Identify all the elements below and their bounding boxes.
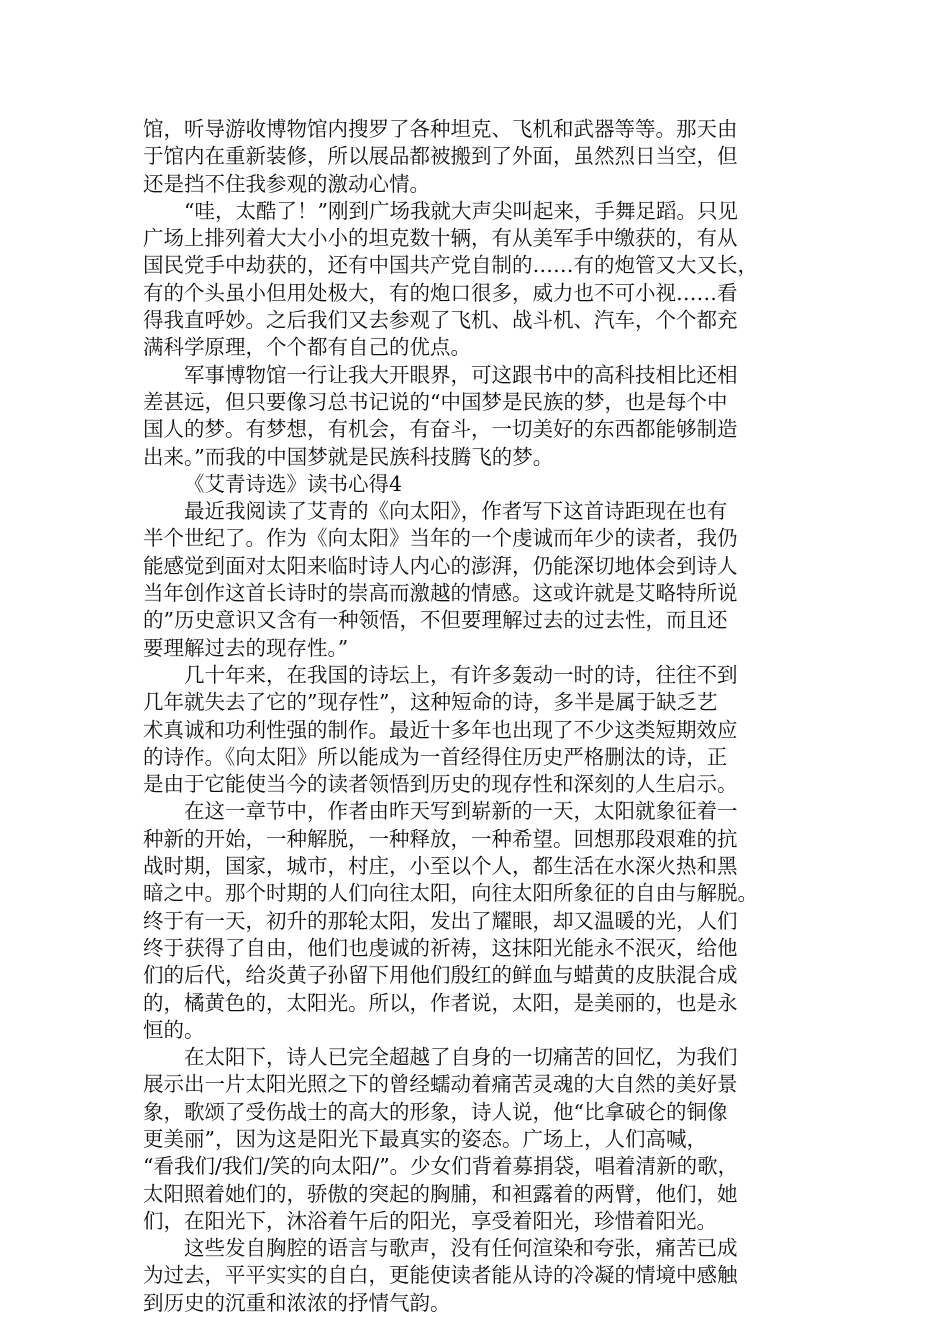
text-line: 馆，听导游收博物馆内搜罗了各种坦克、飞机和武器等等。那天由: [143, 117, 738, 141]
text-line: 国人的梦。有梦想，有机会，有奋斗，一切美好的东西都能够制造: [143, 417, 738, 442]
text-line: 还是挡不住我参观的激动心情。: [143, 171, 430, 196]
text-line: 半个世纪了。作为《向太阳》当年的一个虔诚而年少的读者，我仍: [143, 526, 738, 551]
text-line: 出来。”而我的中国梦就是民族科技腾飞的梦。: [143, 444, 554, 469]
text-line: 暗之中。那个时期的人们向往太阳，向往太阳所象征的自由与解脱。: [143, 881, 758, 906]
text-line: 有的个头虽小但用处极大，有的炮口很多，威力也不可小视……看: [143, 280, 738, 305]
text-line: 终于获得了自由，他们也虔诚的祈祷，这抹阳光能永不泯灭，给他: [143, 935, 738, 960]
text-line: 几年就失去了它的”现存性”，这种短命的诗，多半是属于缺乏艺: [143, 690, 718, 715]
text-line: 的”历史意识又含有一种领悟，不但要理解过去的过去性，而且还: [143, 608, 728, 633]
text-line: 们，在阳光下，沐浴着午后的阳光，享受着阳光，珍惜着阳光。: [143, 1208, 717, 1233]
text-line: 满科学原理，个个都有自己的优点。: [143, 335, 471, 360]
text-line: 展示出一片太阳光照之下的曾经蠕动着痛苦灵魂的大自然的美好景: [143, 1072, 738, 1097]
text-line: 战时期，国家，城市，村庄，小至以个人，都生活在水深火热和黑: [143, 854, 738, 879]
text-line: “哇，太酷了！”刚到广场我就大声尖叫起来，手舞足蹈。只见: [184, 198, 738, 223]
text-line: 为过去，平平实实的自白，更能使读者能从诗的冷凝的情境中感触: [143, 1263, 738, 1288]
text-line: 象，歌颂了受伤战士的高大的形象，诗人说，他“比拿破仑的铜像: [143, 1099, 728, 1124]
text-line: 更美丽”，因为这是阳光下最真实的姿态。广场上，人们高喊，: [143, 1126, 707, 1151]
text-line: 太阳照着她们的，骄傲的突起的胸脯，和袒露着的两臂，他们，她: [143, 1181, 738, 1206]
text-line: 在这一章节中，作者由昨天写到崭新的一天，太阳就象征着一: [184, 799, 738, 824]
text-line: 能感觉到面对太阳来临时诗人内心的澎湃，仍能深切地体会到诗人: [143, 553, 738, 578]
text-line: 当年创作这首长诗时的崇高而激越的情感。这或许就是艾略特所说: [143, 581, 738, 606]
text-line: 广场上排列着大大小小的坦克数十辆，有从美军手中缴获的，有从: [143, 226, 738, 251]
text-line: 恒的。: [143, 1017, 205, 1042]
text-line: 在太阳下，诗人已完全超越了自身的一切痛苦的回忆，为我们: [184, 1045, 738, 1070]
text-line: 于馆内在重新装修，所以展品都被搬到了外面，虽然烈日当空，但: [143, 144, 738, 169]
section-heading: 《艾青诗选》读书心得4: [184, 471, 403, 496]
text-line: “看我们/我们/笑的向太阳/”。少女们背着募捐袋，唱着清新的歌，: [143, 1154, 739, 1179]
text-line: 差甚远，但只要像习总书记说的“中国梦是民族的梦，也是每个中: [143, 389, 728, 414]
text-line: 要理解过去的现存性。”: [143, 635, 349, 660]
text-line: 是由于它能使当今的读者领悟到历史的现存性和深刻的人生启示。: [143, 772, 738, 797]
text-line: 终于有一天，初升的那轮太阳，发出了耀眼，却又温暖的光，人们: [143, 908, 738, 933]
text-line: 几十年来，在我国的诗坛上，有许多轰动一时的诗，往往不到: [184, 662, 738, 687]
text-line: 国民党手中劫获的，还有中国共产党自制的……有的炮管又大又长，: [143, 253, 758, 278]
document-page: [143, 116, 808, 1317]
text-line: 的，橘黄色的，太阳光。所以，作者说，太阳，是美丽的，也是永: [143, 990, 738, 1015]
text-line: 得我直呼妙。之后我们又去参观了飞机、战斗机、汽车，个个都充: [143, 308, 738, 333]
text-line: 术真诚和功利性强的制作。最近十多年也出现了不少这类短期效应: [143, 717, 738, 742]
text-line: 这些发自胸腔的语言与歌声，没有任何渲染和夸张，痛苦已成: [184, 1236, 738, 1261]
text-line: 种新的开始，一种解脱，一种释放，一种希望。回想那段艰难的抗: [143, 826, 738, 851]
text-line: 们的后代，给炎黄子孙留下用他们殷红的鲜血与蜡黄的皮肤混合成: [143, 963, 738, 988]
text-line: 的诗作。《向太阳》所以能成为一首经得住历史严格删汰的诗，正: [143, 744, 728, 769]
text-line: 到历史的沉重和浓浓的抒情气韵。: [143, 1290, 451, 1315]
text-line: 军事博物馆一行让我大开眼界，可这跟书中的高科技相比还相: [184, 362, 738, 387]
text-line: 最近我阅读了艾青的《向太阳》，作者写下这首诗距现在也有: [184, 499, 728, 524]
